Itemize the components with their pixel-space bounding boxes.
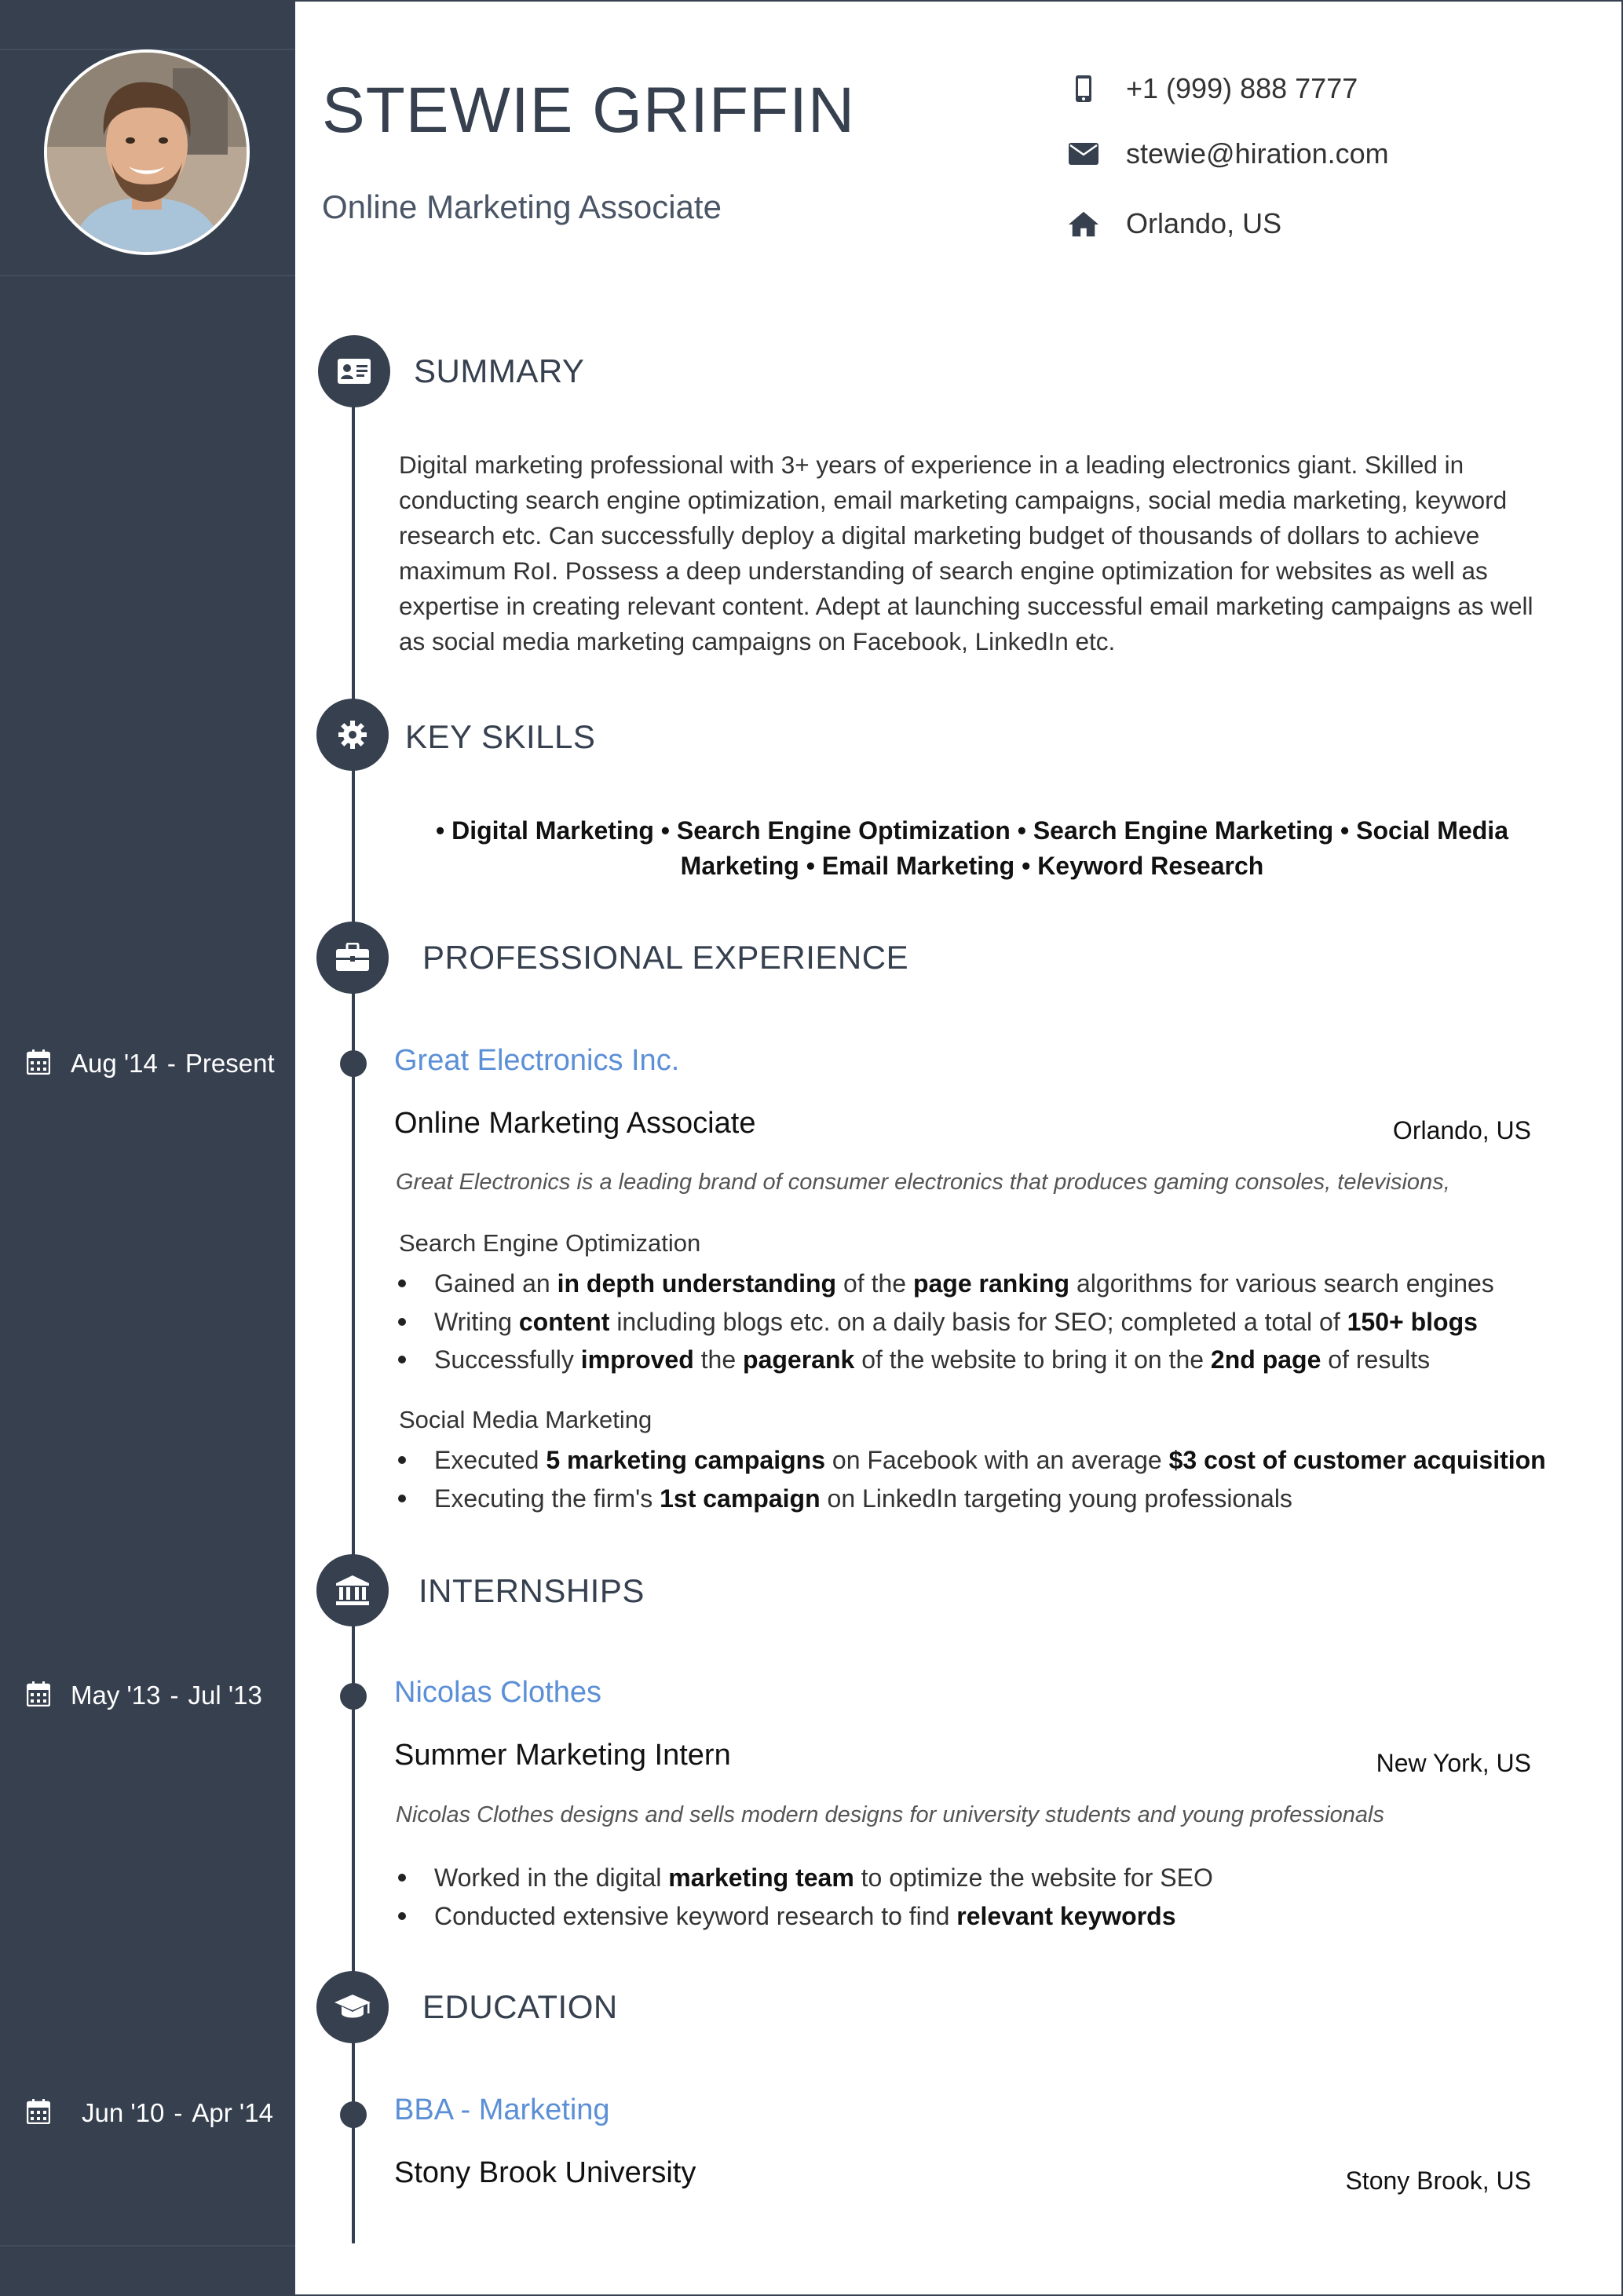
internship-bullet-list xyxy=(396,1859,1213,1935)
job-title: Online Marketing Associate xyxy=(394,1107,756,1140)
timeline-dot xyxy=(340,1683,367,1710)
list-item: Writing content including blogs etc. on a daily basis for SEO; completed a total of 150+ blogs xyxy=(396,1303,1494,1341)
list-item: Successfully improved the pagerank of the website to bring it on the 2nd page of results xyxy=(396,1341,1494,1379)
job-title: Summer Marketing Intern xyxy=(394,1739,731,1772)
school-name: Stony Brook University xyxy=(394,2156,696,2189)
education-title: EDUCATION xyxy=(422,1988,618,2025)
timeline-line xyxy=(352,369,355,2243)
date-separator: - xyxy=(174,2098,183,2127)
experience-subheading: Social Media Marketing xyxy=(399,1406,652,1433)
list-item: Executing the firm's 1st campaign on LinkedIn targeting young professionals xyxy=(396,1480,1546,1518)
candidate-name: STEWIE GRIFFIN xyxy=(322,75,856,146)
summary-title: SUMMARY xyxy=(414,352,585,389)
experience-title: PROFESSIONAL EXPERIENCE xyxy=(422,939,909,976)
skills-list: • Digital Marketing • Search Engine Optimization • Search Engine Marketing • Social Media Marketing • Email Marketing • Keyword Research xyxy=(436,816,1508,880)
experience-bullet-list xyxy=(396,1441,1546,1517)
skills-title: KEY SKILLS xyxy=(405,718,596,755)
date-separator: - xyxy=(166,1049,176,1078)
profile-photo xyxy=(44,49,250,255)
company-description: Great Electronics is a leading brand of consumer electronics that produces gaming consoles, televisions, xyxy=(396,1170,1450,1195)
internships-title: INTERNSHIPS xyxy=(419,1572,645,1609)
calendar-icon xyxy=(27,1681,50,1710)
company-name: Great Electronics Inc. xyxy=(394,1044,680,1077)
timeline-dot xyxy=(340,2101,367,2128)
sidebar-divider xyxy=(0,2245,295,2247)
date-separator: - xyxy=(170,1681,179,1710)
profile-photo-illustration xyxy=(47,53,247,252)
education-date xyxy=(27,2098,273,2128)
list-item: Gained an in depth understanding of the page ranking algorithms for various search engines xyxy=(396,1265,1494,1303)
sidebar-divider xyxy=(0,275,295,276)
briefcase-icon xyxy=(316,922,389,994)
timeline-dot xyxy=(340,1050,367,1077)
internship-date xyxy=(27,1681,262,1710)
page-border xyxy=(295,0,1623,2)
job-location: New York, US xyxy=(1376,1749,1531,1777)
location-text: Orlando, US xyxy=(1126,207,1282,239)
summary-text: Digital marketing professional with 3+ years of experience in a leading electronics giant. Skilled in conducting search engine optimization, email marketing campaigns, social media marketing, keyword research etc. Can successfully deploy a digital marketing budget of thousands of dollars to achieve maximum RoI. Possess a deep understanding of search engine optimization for websites as well as expertise in creating relevant content. Adept at launching successful email marketing campaigns as well as social media marketing campaigns on Facebook, LinkedIn etc. xyxy=(399,451,1533,655)
experience-bullet-list xyxy=(396,1265,1494,1379)
envelope-icon xyxy=(1068,138,1099,170)
candidate-role: Online Marketing Associate xyxy=(322,188,722,225)
list-item: Executed 5 marketing campaigns on Facebook with an average $3 cost of customer acquisition xyxy=(396,1441,1546,1480)
company-description: Nicolas Clothes designs and sells modern designs for university students and young professionals xyxy=(396,1802,1384,1827)
date-end: Apr '14 xyxy=(192,2098,273,2127)
experience-subheading: Search Engine Optimization xyxy=(399,1229,701,1257)
mobile-phone-icon xyxy=(1068,73,1099,104)
date-end: Present xyxy=(185,1049,275,1078)
calendar-icon xyxy=(27,2099,50,2128)
phone-text: +1 (999) 888 7777 xyxy=(1126,72,1358,104)
gear-icon xyxy=(316,699,389,771)
sidebar xyxy=(0,0,295,2296)
contact-phone xyxy=(1068,72,1358,105)
degree-name: BBA - Marketing xyxy=(394,2093,610,2126)
calendar-icon xyxy=(27,1049,50,1079)
home-icon xyxy=(1068,208,1099,239)
date-end: Jul '13 xyxy=(188,1681,262,1710)
job-location: Orlando, US xyxy=(1392,1116,1531,1144)
school-location: Stony Brook, US xyxy=(1345,2166,1531,2195)
contact-email xyxy=(1068,137,1389,170)
id-card-icon xyxy=(318,335,390,407)
institution-icon xyxy=(316,1554,389,1626)
list-item: Conducted extensive keyword research to find relevant keywords xyxy=(396,1897,1213,1936)
date-start: Aug '14 xyxy=(71,1049,158,1078)
experience-date xyxy=(27,1049,275,1079)
list-item: Worked in the digital marketing team to optimize the website for SEO xyxy=(396,1859,1213,1897)
company-name: Nicolas Clothes xyxy=(394,1676,601,1709)
date-start: May '13 xyxy=(71,1681,161,1710)
contact-location xyxy=(1068,207,1281,240)
email-text: stewie@hiration.com xyxy=(1126,137,1389,170)
date-start: Jun '10 xyxy=(82,2098,165,2127)
graduation-cap-icon xyxy=(316,1971,389,2043)
